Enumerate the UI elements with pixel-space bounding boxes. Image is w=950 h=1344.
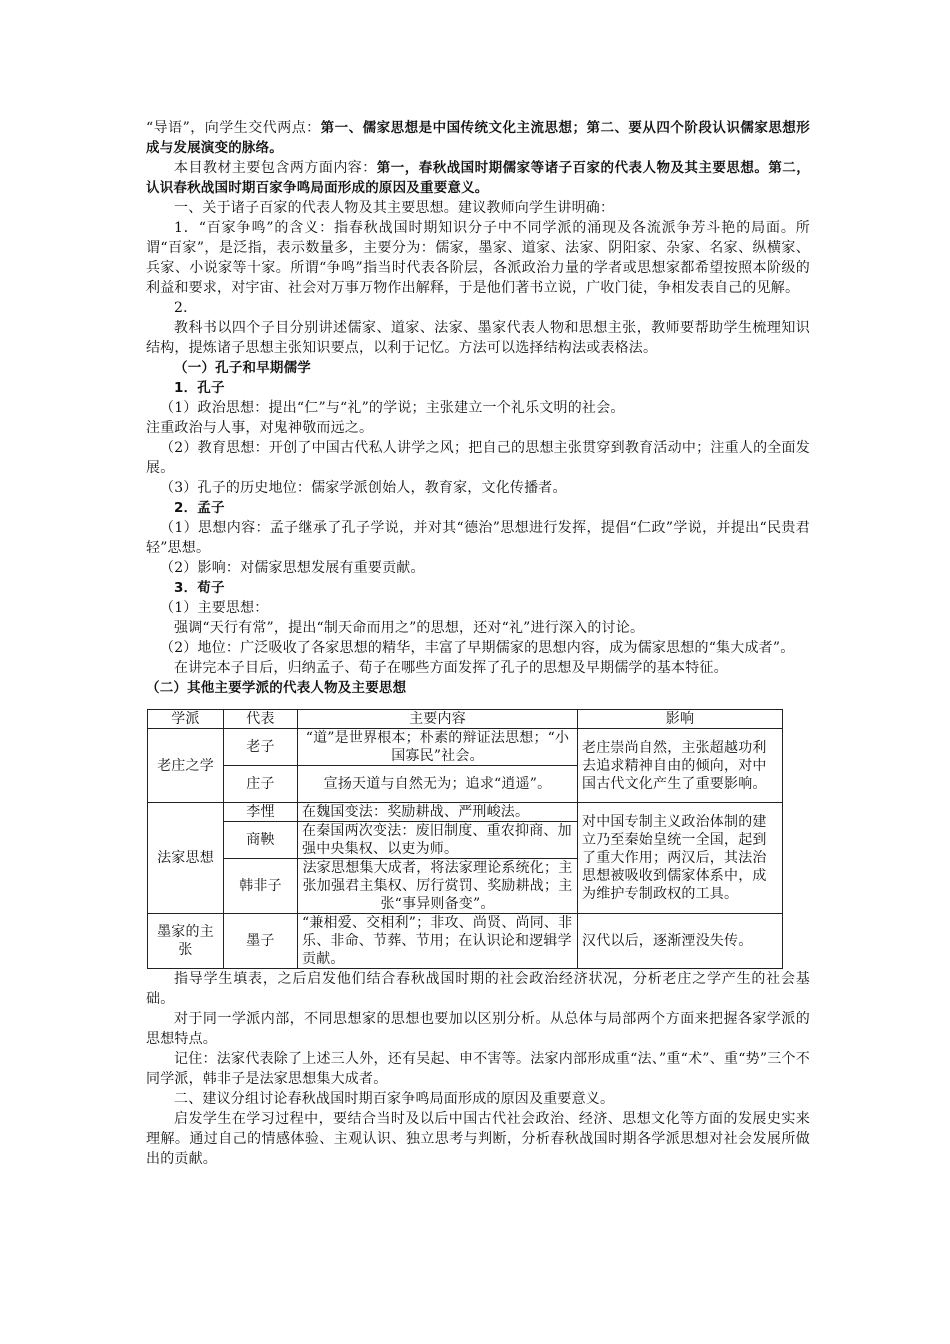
after-table-paragraph-1: 指导学生填表，之后启发他们结合春秋战国时期的社会政治经济状况，分析老庄之学产生的社会基础。	[146, 971, 810, 1007]
table-row	[148, 729, 783, 766]
intro-bold-text: 第一，春秋战国时期儒家等诸子百家的代表人物及其主要思想。第二，认识春秋战国时期百家争鸣局面形成的原因及重要意义。	[146, 160, 810, 196]
table-row	[148, 803, 783, 822]
intro-bold-text: 第一、儒家思想是中国传统文化主流思想；第二、要从四个阶段认识儒家思想形成与发展演变的脉络。	[146, 120, 810, 156]
intro-paragraph-6: 教科书以四个子目分别讲述儒家、道家、法家、墨家代表人物和思想主张，教师要帮助学生梳理知识结构，提炼诸子思想主张知识要点，以利于记忆。方法可以选择结构法或表格法。	[146, 320, 810, 356]
influence-cell: 老庄崇尚自然，主张超越功利去追求精神自由的倾向，对中国古代文化产生了重要影响。	[578, 729, 783, 803]
schools-table	[147, 709, 783, 969]
table-header-school: 学派	[148, 710, 224, 729]
representative-cell: 韩非子	[224, 859, 298, 914]
content-cell: 在魏国变法：奖励耕战、严刑峻法。	[298, 803, 578, 822]
representative-cell: 墨子	[224, 914, 298, 969]
content-cell: 在秦国两次变法：废旧制度、重农抑商、加强中央集权、以吏为师。	[298, 822, 578, 859]
school-cell: 墨家的主张	[148, 914, 224, 969]
table-header-influence: 影响	[578, 710, 783, 729]
influence-cell: 汉代以后，逐渐湮没失传。	[578, 914, 783, 969]
xunzi-point-1: （1）主要思想：	[160, 600, 269, 616]
section-1-summary: 在讲完本子目后，归纳孟子、荀子在哪些方面发挥了孔子的思想及早期儒学的基本特征。	[174, 660, 728, 676]
intro-paragraph-1	[146, 118, 810, 158]
mengzi-point-2: （2）影响：对儒家思想发展有重要贡献。	[160, 560, 425, 576]
intro-text: “导语”，向学生交代两点：	[146, 120, 321, 136]
mengzi-point-1: （1）思想内容：孟子继承了孔子学说，并对其“德治”思想进行发挥，提倡“仁政”学说，并提出“民贵君轻”思想。	[146, 520, 810, 556]
document-body	[146, 118, 810, 1169]
table-row	[148, 914, 783, 969]
table-header-content: 主要内容	[298, 710, 578, 729]
table-header-row	[148, 710, 783, 729]
kongzi-point-1: （1）政治思想：提出“仁”与“礼”的学说；主张建立一个礼乐文明的社会。	[160, 400, 625, 416]
kongzi-point-3: （3）孔子的历史地位：儒家学派创始人，教育家，文化传播者。	[160, 480, 567, 496]
influence-cell: 对中国专制主义政治体制的建立乃至秦始皇统一全国，起到了重大作用；两汉后，其法治思想被吸收到儒家体系中，成为维护专制政权的工具。	[578, 803, 783, 914]
xunzi-heading: 3．荀子	[174, 580, 225, 596]
section-2-heading: （二）其他主要学派的代表人物及主要思想	[146, 680, 407, 696]
intro-paragraph-3: 一、关于诸子百家的代表人物及其主要思想。建议教师向学生讲明确：	[174, 200, 615, 216]
content-cell: 法家思想集大成者，将法家理论系统化；主张加强君主集权、厉行赏罚、奖励耕战；主张“事异则备变”。	[298, 859, 578, 914]
content-cell: 宣扬天道与自然无为；追求“逍遥”。	[298, 766, 578, 803]
mengzi-heading: 2．孟子	[174, 500, 225, 516]
intro-paragraph-5: 2．	[174, 300, 198, 316]
intro-paragraph-4: 1．“百家争鸣”的含义：指春秋战国时期知识分子中不同学派的涌现及各流派争芳斗艳的局面。所谓“百家”，是泛指，表示数量多，主要分为：儒家，墨家、道家、法家、阴阳家、杂家、名家、纵横家、兵家、小说家等十家。所谓“争鸣”指当时代表各阶层，各派政治力量的学者或思想家都希望按照本阶级的利益和要求，对宇宙、社会对万事万物作出解释，于是他们著书立说，广收门徒，争相发表自己的见解。	[146, 220, 810, 296]
after-table-paragraph-4: 二、建议分组讨论春秋战国时期百家争鸣局面形成的原因及重要意义。	[174, 1091, 615, 1107]
after-table-paragraph-2: 对于同一学派内部，不同思想家的思想也要加以区别分析。从总体与局部两个方面来把握各家学派的思想特点。	[146, 1011, 810, 1047]
content-cell: “兼相爱、交相利”；非攻、尚贤、尚同、非乐、非命、节葬、节用；在认识论和逻辑学贡献。	[298, 914, 578, 969]
xunzi-point-2: （2）地位：广泛吸收了各家思想的精华，丰富了早期儒家的思想内容，成为儒家思想的“集大成者”。	[160, 640, 795, 656]
representative-cell: 李悝	[224, 803, 298, 822]
section-1-heading: （一）孔子和早期儒学	[174, 360, 311, 376]
representative-cell: 老子	[224, 729, 298, 766]
intro-paragraph-2	[146, 158, 810, 198]
representative-cell: 庄子	[224, 766, 298, 803]
content-cell: “道”是世界根本；朴素的辩证法思想；“小国寡民”社会。	[298, 729, 578, 766]
table-header-representative: 代表	[224, 710, 298, 729]
xunzi-point-1-cont: 强调“天行有常”，提出“制天命而用之”的思想，还对“礼”进行深入的讨论。	[174, 620, 645, 636]
kongzi-heading: 1．孔子	[174, 380, 225, 396]
after-table-paragraph-5: 启发学生在学习过程中，要结合当时及以后中国古代社会政治、经济、思想文化等方面的发展史实来理解。通过自己的情感体验、主观认识、独立思考与判断，分析春秋战国时期各学派思想对社会发展所做出的贡献。	[146, 1111, 810, 1167]
school-cell: 法家思想	[148, 803, 224, 914]
representative-cell: 商鞅	[224, 822, 298, 859]
intro-text: 本目教材主要包含两方面内容：	[174, 160, 377, 176]
kongzi-point-1-cont: 注重政治与人事，对鬼神敬而远之。	[146, 420, 374, 436]
school-cell: 老庄之学	[148, 729, 224, 803]
kongzi-point-2: （2）教育思想：开创了中国古代私人讲学之风；把自己的思想主张贯穿到教育活动中；注重人的全面发展。	[146, 440, 810, 476]
after-table-paragraph-3: 记住：法家代表除了上述三人外，还有吴起、申不害等。法家内部形成重“法、”重“术”、重“势”三个不同学派，韩非子是法家思想集大成者。	[146, 1051, 810, 1087]
